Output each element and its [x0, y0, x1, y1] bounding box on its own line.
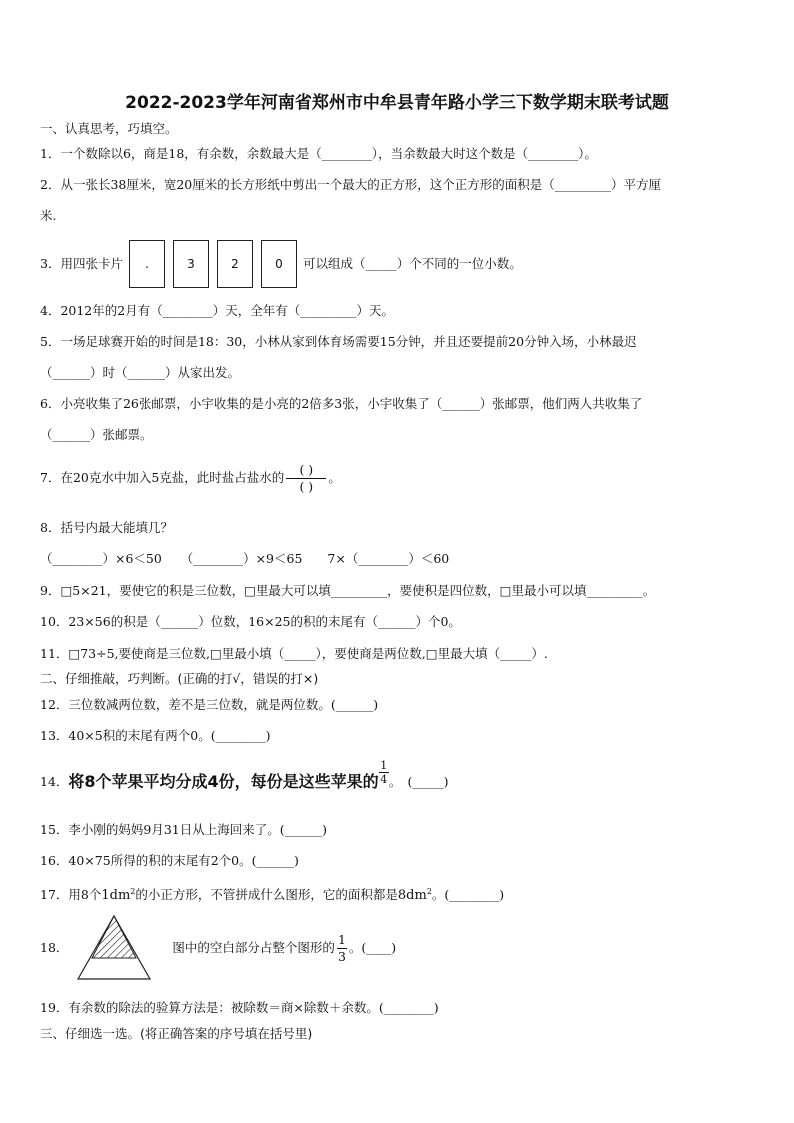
triangle-figure — [74, 913, 154, 983]
fraction-one-quarter — [379, 760, 389, 785]
section-3-heading: 三、仔细选一选。(将正确答案的序号填在括号里) — [40, 1026, 313, 1041]
question-17-prefix: 17．用8个 — [40, 887, 102, 903]
question-17-suffix: 。(________) — [431, 887, 505, 903]
question-18-number: 18． — [40, 940, 69, 955]
fraction-one-third — [337, 932, 347, 965]
question-18-suffix: 。(____) — [348, 940, 397, 955]
question-8-heading: 8．括号内最大能填几？ — [40, 520, 173, 535]
unit-1dm: 1dm — [101, 888, 131, 904]
question-12: 12．三位数减两位数，差不是三位数，就是两位数。(______) — [40, 697, 379, 712]
question-8-items: （________）×6＜50 （________）×9＜65 7×（________）＜60 — [40, 551, 450, 566]
fraction-blank — [286, 462, 326, 495]
question-7-text: 7．在20克水中加入5克盐，此时盐占盐水的 — [40, 470, 285, 485]
section-1-heading: 一、认真思考，巧填空。 — [40, 121, 178, 136]
card-4: 0 — [261, 240, 297, 288]
question-14-text: 将8个苹果平均分成4份，每份是这些苹果的 — [68, 772, 379, 791]
question-17: 17．用8个$1dm^2$的小正方形，不管拼成什么图形，它的面积都是$8dm^2$。(________) — [40, 887, 505, 904]
question-3-suffix: 可以组成（_____）个不同的一位小数。 — [302, 256, 522, 271]
question-19: 19．有余数的除法的验算方法是：被除数＝商×除数＋余数。(________) — [40, 1000, 439, 1015]
question-13: 13．40×5积的末尾有两个0。(________) — [40, 728, 271, 743]
fraction-numerator: 1 — [337, 931, 346, 947]
question-16: 16．40×75所得的积的末尾有2个0。(______) — [40, 853, 299, 868]
card-2: 3 — [173, 240, 209, 288]
question-6-line-2: （______）张邮票。 — [40, 427, 153, 442]
question-4: 4．2012年的2月有（________）天，全年有（_________）天。 — [40, 303, 394, 318]
fraction-denominator: 4 — [380, 772, 388, 786]
question-18-text: 图中的空白部分占整个图形的 — [172, 940, 335, 955]
fraction-numerator: 1 — [380, 758, 388, 772]
fraction-numerator: ( ) — [299, 461, 314, 477]
card-3: 2 — [217, 240, 253, 288]
card-group — [129, 240, 297, 288]
question-14-number: 14． — [40, 774, 69, 789]
card-1: . — [129, 240, 165, 288]
question-2-line-1: 2．从一张长38厘米，宽20厘米的长方形纸中剪出一个最大的正方形，这个正方形的面积是（_________）平方厘 — [40, 177, 662, 192]
question-5-line-2: （______）时（______）从家出发。 — [40, 365, 241, 380]
question-9: 9．□5×21，要使它的积是三位数，□里最大可以填_________，要使积是四位数，□里最小可以填_________。 — [40, 583, 656, 598]
question-7 — [40, 458, 341, 498]
question-3-prefix: 3．用四张卡片 — [40, 256, 123, 271]
fraction-denominator: 3 — [337, 948, 346, 964]
question-5-line-1: 5．一场足球赛开始的时间是18：30，小林从家到体育场需要15分钟，并且还要提前20分钟入场，小林最迟 — [40, 334, 637, 349]
question-2-line-2: 米. — [40, 208, 57, 223]
section-2-heading: 二、仔细推敲，巧判断。(正确的打√，错误的打×) — [40, 671, 319, 686]
unit-8dm: 8dm — [397, 888, 427, 904]
question-6-line-1: 6．小亮收集了26张邮票，小宇收集的是小亮的2倍多3张，小宇收集了（______）张邮票，他们两人共收集了 — [40, 396, 643, 411]
question-15: 15．李小刚的妈妈9月31日从上海回来了。(______) — [40, 822, 328, 837]
fraction-denominator: ( ) — [299, 478, 314, 494]
question-7-suffix: 。 — [328, 470, 341, 485]
question-1: 1．一个数除以6，商是18，有余数，余数最大是（________），当余数最大时这个数是（________）。 — [40, 146, 597, 161]
question-18 — [40, 912, 396, 984]
question-11: 11．□73÷5,要使商是三位数,□里最小填（_____），要使商是两位数,□里最大填（_____）. — [40, 646, 548, 661]
question-14-suffix: 。 (_____) — [388, 774, 449, 789]
question-17-middle: 的小正方形，不管拼成什么图形，它的面积都是 — [135, 887, 398, 903]
page-title: 2022-2023学年河南省郑州市中牟县青年路小学三下数学期末联考试题 — [125, 93, 669, 113]
question-10: 10．23×56的积是（______）位数，16×25的积的末尾有（______）个0。 — [40, 614, 461, 629]
question-3 — [40, 240, 522, 288]
question-14 — [40, 758, 449, 802]
